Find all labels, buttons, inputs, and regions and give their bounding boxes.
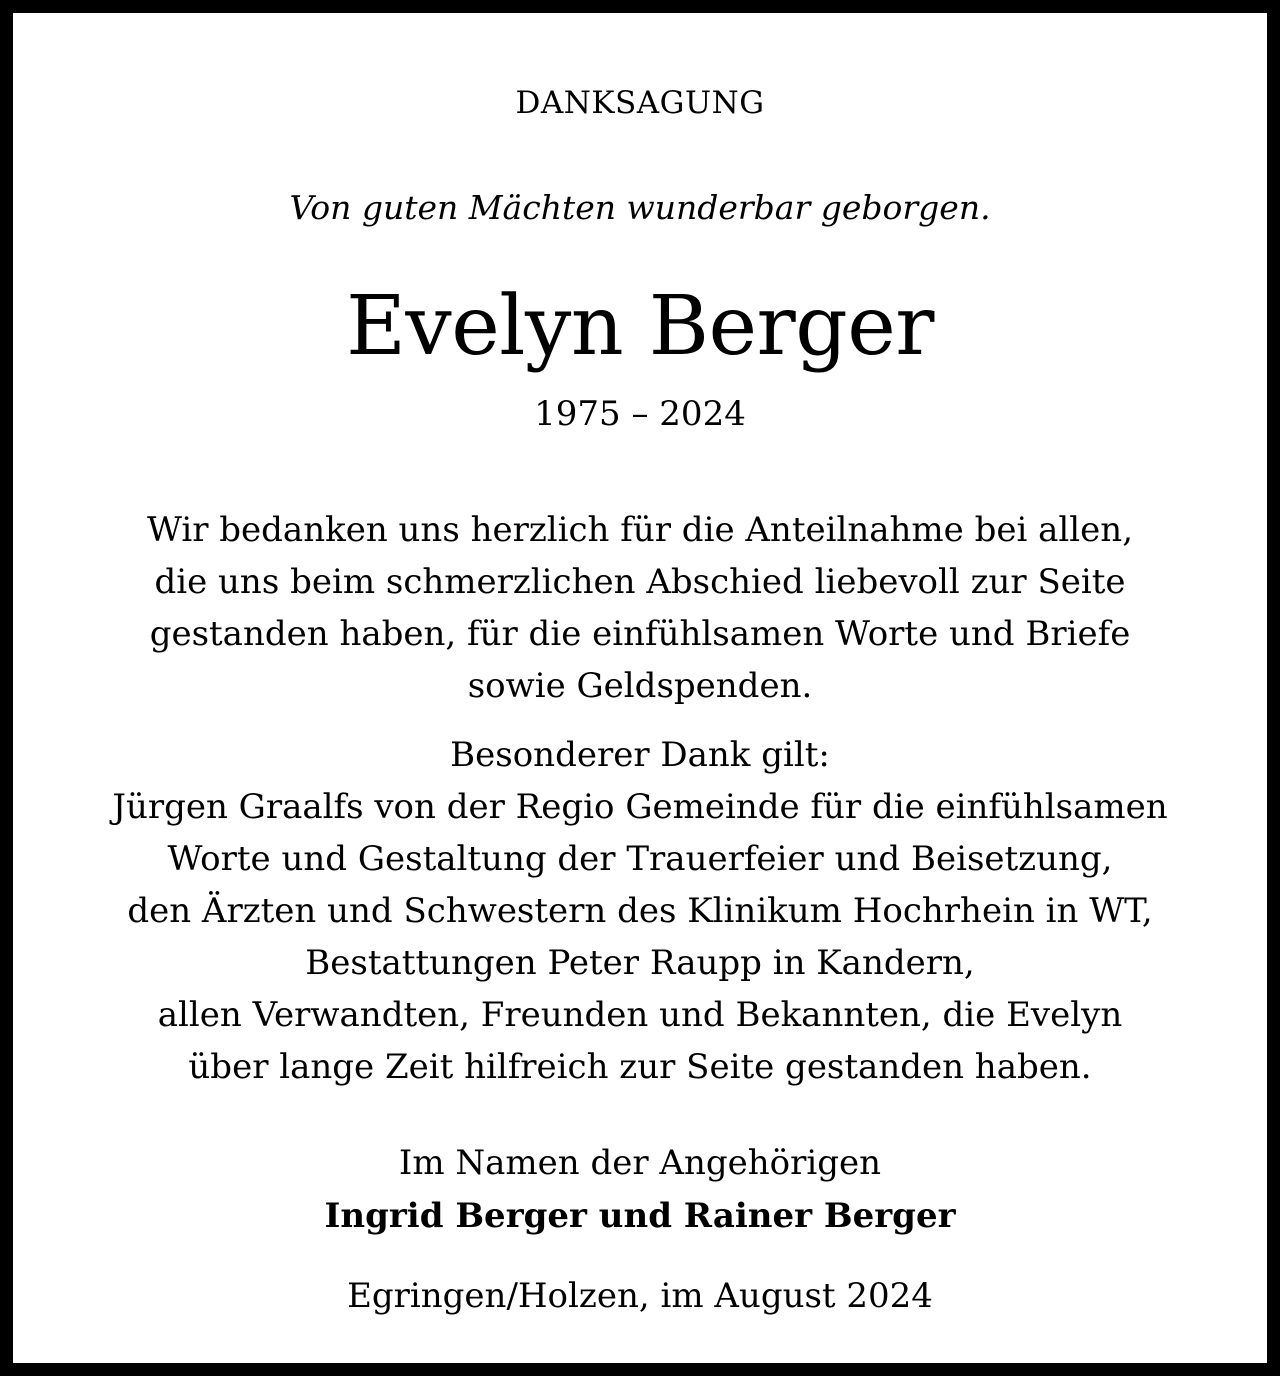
notice-heading: DANKSAGUNG: [515, 85, 765, 121]
thanks-line: die uns beim schmerzlichen Abschied liebevoll zur Seite: [154, 562, 1126, 602]
deceased-name: Evelyn Berger: [346, 279, 934, 374]
special-thanks-line: Besonderer Dank gilt:: [450, 735, 830, 775]
special-thanks-line: über lange Zeit hilfreich zur Seite gestanden haben.: [188, 1047, 1092, 1087]
obituary-notice: [26, 26, 1254, 1350]
signers: Ingrid Berger und Rainer Berger: [324, 1196, 956, 1236]
thanks-line: gestanden haben, für die einfühlsamen Worte und Briefe: [149, 614, 1131, 654]
special-thanks-line: allen Verwandten, Freunden und Bekannten, die Evelyn: [157, 995, 1123, 1035]
thanks-paragraph: [26, 504, 1254, 712]
special-thanks-line: den Ärzten und Schwestern des Klinikum Hochrhein in WT,: [127, 891, 1153, 931]
life-dates: 1975 – 2024: [534, 394, 746, 434]
place-and-date: Egringen/Holzen, im August 2024: [347, 1276, 933, 1316]
notice-motto: Von guten Mächten wunderbar geborgen.: [289, 188, 991, 227]
thanks-line: sowie Geldspenden.: [467, 666, 813, 706]
special-thanks-line: Jürgen Graalfs von der Regio Gemeinde für die einfühlsamen: [112, 787, 1168, 827]
closing-line: Im Namen der Angehörigen: [398, 1143, 882, 1183]
special-thanks-line: Bestattungen Peter Raupp in Kandern,: [305, 943, 975, 983]
special-thanks-line: Worte und Gestaltung der Trauerfeier und Beisetzung,: [167, 839, 1113, 879]
thanks-line: Wir bedanken uns herzlich für die Anteilnahme bei allen,: [147, 510, 1133, 550]
special-thanks-paragraph: [26, 729, 1254, 1093]
